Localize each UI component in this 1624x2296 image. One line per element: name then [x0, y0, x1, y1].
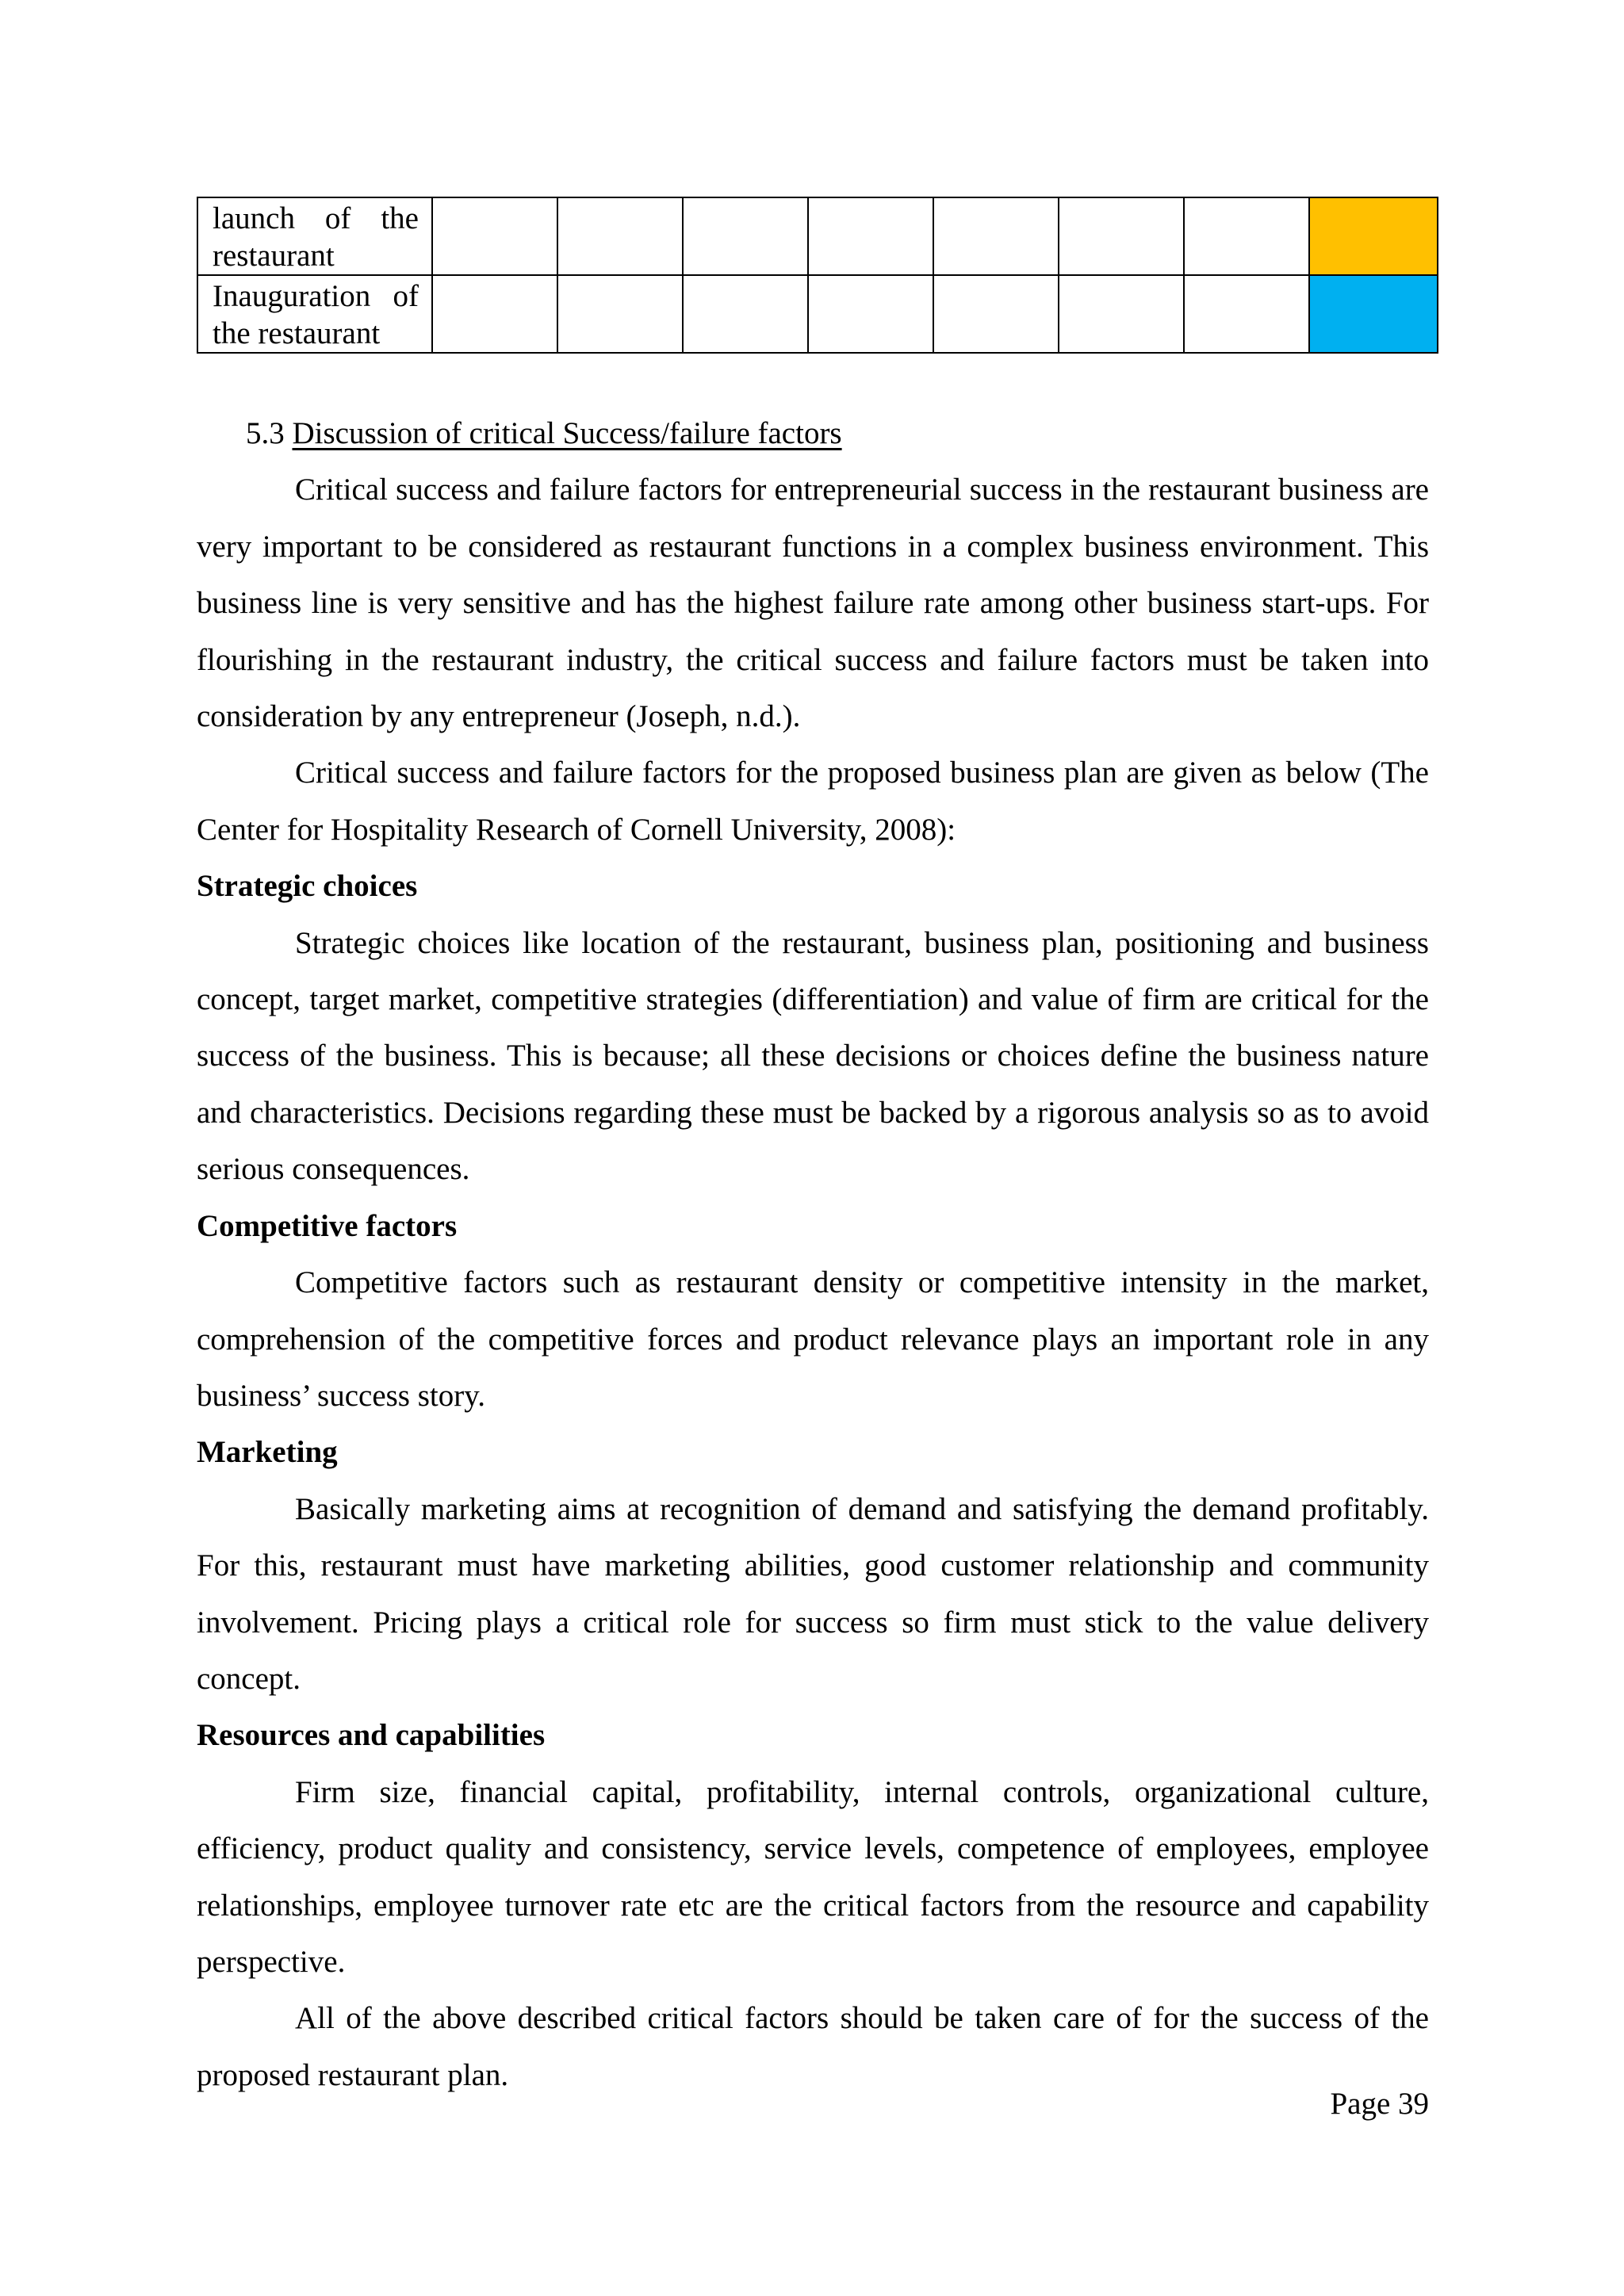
subheading: Marketing [197, 1435, 338, 1470]
paragraph: All of the above described critical factors should be taken care of for the success of the proposed restaurant plan. [197, 2001, 1429, 2092]
subheading: Strategic choices [197, 869, 418, 904]
paragraph: Strategic choices like location of the restaurant, business plan, positioning and business concept, target market, competitive strategies (differentiation) and value of firm are critical for the success of the business. This is because; all these decisions or choices define the business nature and characteristics. Decisions regarding these must be backed by a rigorous analysis so as to avoid serious consequences. [197, 925, 1429, 1187]
timeline-cell [557, 275, 683, 353]
timeline-cell [683, 275, 808, 353]
timeline-cell [432, 197, 557, 275]
paragraph: Basically marketing aims at recognition of demand and satisfying the demand profitably. For this, restaurant must have marketing abilities, good customer relationship and community involvement. Pricing plays a critical role for success so firm must stick to the value delivery concept. [197, 1491, 1429, 1696]
page-body [197, 405, 1429, 2103]
timeline-cell [432, 275, 557, 353]
table-row [197, 275, 1438, 353]
timeline-cell [683, 197, 808, 275]
timeline-cell [933, 275, 1059, 353]
subheading: Competitive factors [197, 1208, 458, 1243]
section-heading [197, 405, 1429, 461]
paragraph: Critical success and failure factors for entrepreneurial success in the restaurant business are very important to be considered as restaurant functions in a complex business environment. This business line is very sensitive and has the highest failure rate among other business start-ups. For flourishing in the restaurant industry, the critical success and failure factors must be taken into consideration by any entrepreneur (Joseph, n.d.). [197, 473, 1429, 734]
subheading: Resources and capabilities [197, 1718, 546, 1753]
timeline-cell [808, 197, 933, 275]
timeline-cell [933, 197, 1059, 275]
timeline-cell [1184, 197, 1309, 275]
section-number: 5.3 [246, 416, 285, 450]
timeline-cell [1059, 275, 1184, 353]
timeline-table [197, 197, 1438, 354]
timeline-cell-highlighted [1309, 275, 1438, 353]
timeline-cell [1184, 275, 1309, 353]
paragraph: Competitive factors such as restaurant density or competitive intensity in the market, comprehension of the competitive forces and product relevance plays an important role in any business’ success story. [197, 1265, 1429, 1413]
timeline-cell [557, 197, 683, 275]
paragraph: Critical success and failure factors for the proposed business plan are given as below (The Center for Hospitality Research of Cornell University, 2008): [197, 756, 1429, 847]
timeline-cell [1059, 197, 1184, 275]
timeline-cell [808, 275, 933, 353]
page-number: Page 39 [1330, 2087, 1429, 2121]
timeline-cell-highlighted [1309, 197, 1438, 275]
activity-label: Inauguration of the restaurant [197, 275, 432, 353]
table-row [197, 197, 1438, 275]
section-title: Discussion of critical Success/failure factors [292, 416, 842, 450]
activity-label: launch of the restaurant [197, 197, 432, 275]
paragraph: Firm size, financial capital, profitability, internal controls, organizational culture, efficiency, product quality and consistency, service levels, competence of employees, employee relationships, employee turnover rate etc are the critical factors from the resource and capability perspective. [197, 1774, 1429, 1979]
